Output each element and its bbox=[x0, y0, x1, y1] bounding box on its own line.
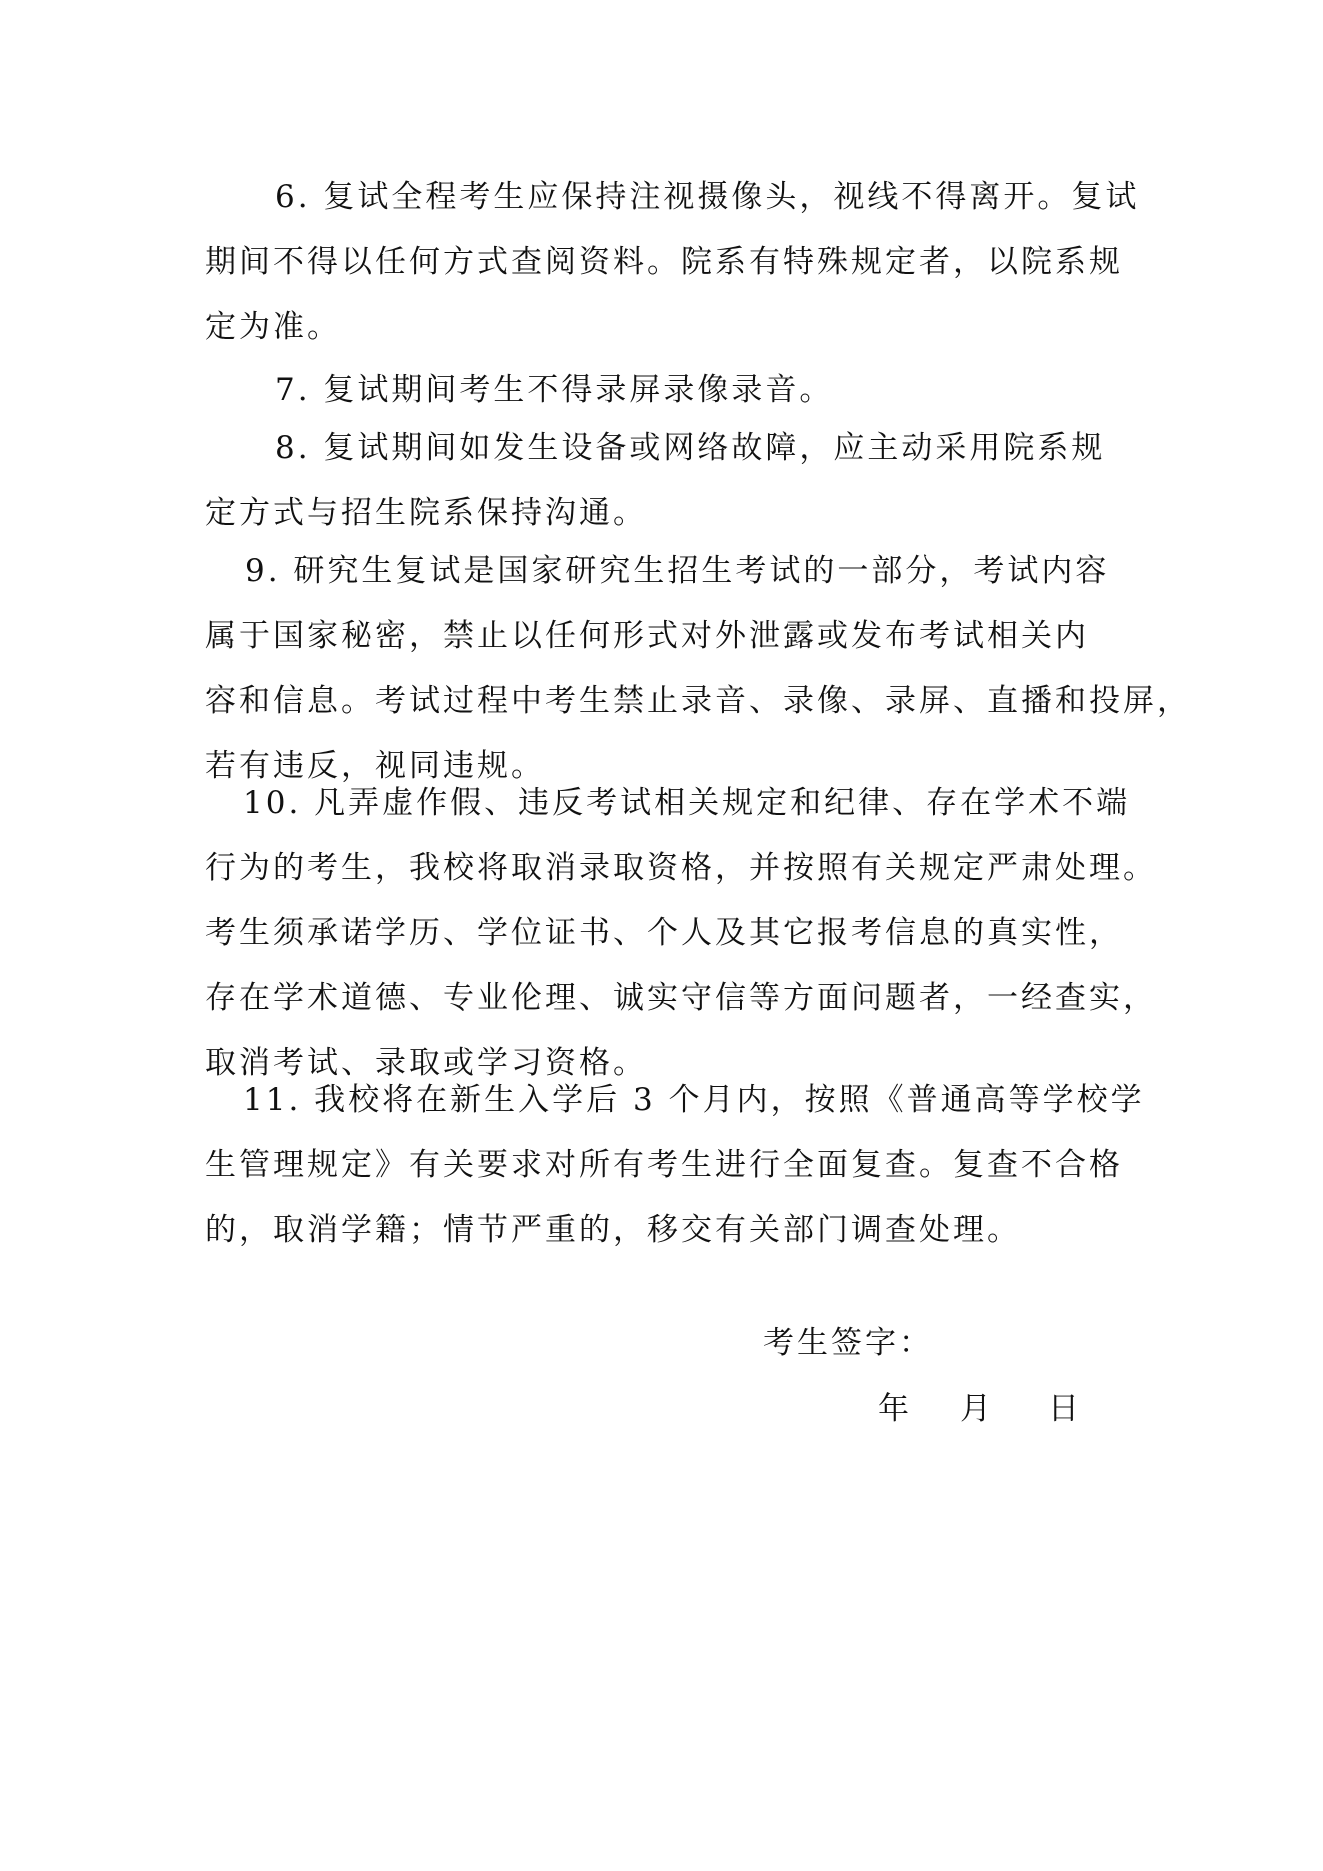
clause-6 bbox=[205, 165, 1140, 360]
clause-7 bbox=[205, 358, 1130, 423]
clause-9-line-4: 若有违反，视同违规。 bbox=[205, 748, 545, 784]
clause-9-line-1: 9. 研究生复试是国家研究生招生考试的一部分，考试内容 bbox=[245, 553, 1110, 589]
clause-10-line-3: 考生须承诺学历、学位证书、个人及其它报考信息的真实性， bbox=[205, 915, 1123, 951]
clause-8 bbox=[205, 416, 1130, 546]
clause-6-line-3: 定为准。 bbox=[205, 309, 341, 345]
clause-8-line-2: 定方式与招生院系保持沟通。 bbox=[205, 495, 647, 531]
date-year-label: 年 bbox=[878, 1391, 909, 1427]
clause-10-line-5: 取消考试、录取或学习资格。 bbox=[205, 1045, 647, 1081]
clause-11-line-2: 生管理规定》有关要求对所有考生进行全面复查。复查不合格 bbox=[205, 1147, 1123, 1183]
clause-9-line-2: 属于国家秘密，禁止以任何形式对外泄露或发布考试相关内 bbox=[205, 618, 1089, 654]
clause-10 bbox=[205, 771, 1157, 1096]
clause-9 bbox=[205, 539, 1191, 799]
clause-10-line-2: 行为的考生，我校将取消录取资格，并按照有关规定严肃处理。 bbox=[205, 850, 1157, 886]
date-day-label: 日 bbox=[1048, 1391, 1079, 1427]
date-month-label: 月 bbox=[960, 1391, 991, 1427]
clause-9-line-3: 容和信息。考试过程中考生禁止录音、录像、录屏、直播和投屏， bbox=[205, 683, 1191, 719]
clause-7-line-1: 7. 复试期间考生不得录屏录像录音。 bbox=[275, 372, 834, 408]
clause-11-line-1: 11. 我校将在新生入学后 3 个月内，按照《普通高等学校学 bbox=[243, 1082, 1145, 1118]
clause-8-line-1: 8. 复试期间如发生设备或网络故障，应主动采用院系规 bbox=[275, 430, 1106, 466]
clause-11 bbox=[205, 1068, 1145, 1263]
clause-10-line-4: 存在学术道德、专业伦理、诚实守信等方面问题者，一经查实， bbox=[205, 980, 1157, 1016]
clause-6-line-2: 期间不得以任何方式查阅资料。院系有特殊规定者，以院系规 bbox=[205, 244, 1123, 280]
candidate-signature-label: 考生签字： bbox=[763, 1325, 933, 1361]
clause-11-line-3: 的，取消学籍；情节严重的，移交有关部门调查处理。 bbox=[205, 1212, 1021, 1248]
signature-date bbox=[878, 1383, 1079, 1428]
clause-10-line-1: 10. 凡弄虚作假、违反考试相关规定和纪律、存在学术不端 bbox=[243, 785, 1131, 821]
clause-6-line-1: 6. 复试全程考生应保持注视摄像头，视线不得离开。复试 bbox=[275, 179, 1140, 215]
